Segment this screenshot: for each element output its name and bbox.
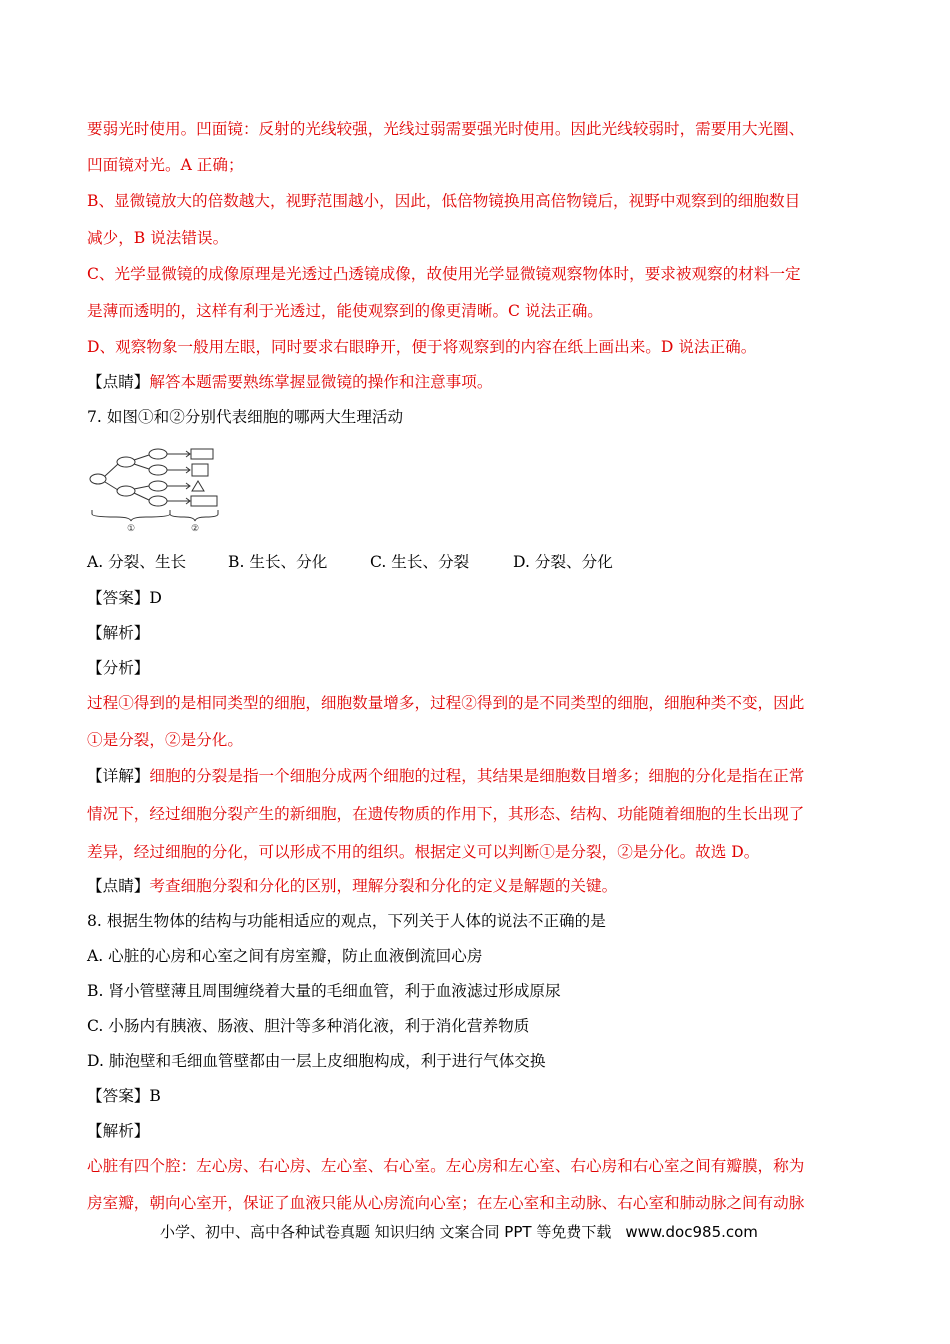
cell-ellipse <box>149 449 167 459</box>
explanation-line: 要弱光时使用。凹面镜：反射的光线较强，光线过弱需要强光时使用。因此光线较弱时，需要用大光圈、 <box>87 120 805 138</box>
tip-line <box>87 372 492 392</box>
analysis-heading: 【解析】 <box>87 624 150 642</box>
tissue-rect <box>191 449 213 459</box>
analysis-heading: 【解析】 <box>87 1122 150 1140</box>
explanation-line: ①是分裂，②是分化。 <box>87 731 243 749</box>
breakdown-heading: 【分析】 <box>87 659 150 677</box>
question-8-stem: 8. 根据生物体的结构与功能相适应的观点，下列关于人体的说法不正确的是 <box>87 912 606 930</box>
explanation-line: 房室瓣，朝向心室开，保证了血液只能从心房流向心室；在左心室和主动脉、右心室和肺动脉之间有动脉 <box>87 1194 805 1212</box>
tip-tag: 【点睛】 <box>87 877 150 895</box>
footer-text: 小学、初中、高中各种试卷真题 知识归纳 文案合同 PPT 等免费下载 <box>160 1223 612 1241</box>
question-7-stem: 7. 如图①和②分别代表细胞的哪两大生理活动 <box>87 408 404 426</box>
explanation-line: 情况下，经过细胞分裂产生的新细胞，在遗传物质的作用下，其形态、结构、功能随着细胞的生长出现了 <box>87 805 805 823</box>
option-a: A. 分裂、生长 <box>87 553 187 571</box>
tip-line <box>87 876 617 896</box>
tissue-square <box>192 464 208 476</box>
option-a: A. 心脏的心房和心室之间有房室瓣，防止血液倒流回心房 <box>87 947 483 965</box>
option-c: C. 生长、分裂 <box>370 553 470 571</box>
option-d: D. 肺泡壁和毛细血管壁都由一层上皮细胞构成，利于进行气体交换 <box>87 1052 546 1070</box>
option-c: C. 小肠内有胰液、肠液、胆汁等多种消化液，利于消化营养物质 <box>87 1017 530 1035</box>
explanation-line: 凹面镜对光。A 正确； <box>87 156 244 174</box>
explanation-line: 过程①得到的是相同类型的细胞，细胞数量增多，过程②得到的是不同类型的细胞，细胞种类不变，因此 <box>87 694 805 712</box>
cell-diagram <box>86 446 222 532</box>
detail-tag: 【详解】 <box>87 767 150 785</box>
cell-ellipse <box>90 474 106 484</box>
question-7-options <box>87 552 613 572</box>
explanation-line: 减少，B 说法错误。 <box>87 229 229 247</box>
figure-label-1: ① <box>126 524 136 532</box>
explanation-line: 差异，经过细胞的分化，可以形成不用的组织。根据定义可以判断①是分裂，②是分化。故选 D。 <box>87 843 760 861</box>
page-footer <box>160 1221 758 1242</box>
explanation-line: D、观察物象一般用左眼，同时要求右眼睁开，便于将观察到的内容在纸上画出来。D 说法正确。 <box>87 338 757 356</box>
cell-ellipse <box>149 481 167 491</box>
cell-ellipse <box>149 496 167 506</box>
cell-ellipse <box>149 465 167 475</box>
option-d: D. 分裂、分化 <box>513 553 613 571</box>
option-b: B. 生长、分化 <box>228 553 328 571</box>
detail-text: 细胞的分裂是指一个细胞分成两个细胞的过程，其结果是细胞数目增多；细胞的分化是指在正常 <box>149 767 805 785</box>
cell-ellipse <box>117 457 135 467</box>
cell-ellipse <box>117 486 135 496</box>
explanation-line: B、显微镜放大的倍数越大，视野范围越小，因此，低倍物镜换用高倍物镜后，视野中观察到的细胞数目 <box>87 192 801 210</box>
tip-text: 考查细胞分裂和分化的区别，理解分裂和分化的定义是解题的关键。 <box>149 877 618 895</box>
explanation-line: C、光学显微镜的成像原理是光透过凸透镜成像，故使用光学显微镜观察物体时，要求被观察的材料一定 <box>87 265 801 283</box>
tip-tag: 【点睛】 <box>87 373 150 391</box>
detail-line <box>87 766 804 786</box>
explanation-line: 心脏有四个腔：左心房、右心房、左心室、右心室。左心房和左心室、右心房和右心室之间有瓣膜，称为 <box>87 1157 805 1175</box>
tip-text: 解答本题需要熟练掌握显微镜的操作和注意事项。 <box>149 373 493 391</box>
answer-line: 【答案】D <box>87 589 162 607</box>
answer-line: 【答案】B <box>87 1087 161 1105</box>
explanation-line: 是薄而透明的，这样有利于光透过，能使观察到的像更清晰。C 说法正确。 <box>87 302 603 320</box>
tissue-triangle <box>192 481 204 491</box>
figure-label-2: ② <box>190 524 200 532</box>
option-b: B. 肾小管壁薄且周围缠绕着大量的毛细血管，利于血液滤过形成原尿 <box>87 982 561 1000</box>
tissue-rect <box>191 496 217 506</box>
footer-link[interactable]: www.doc985.com <box>625 1223 758 1241</box>
